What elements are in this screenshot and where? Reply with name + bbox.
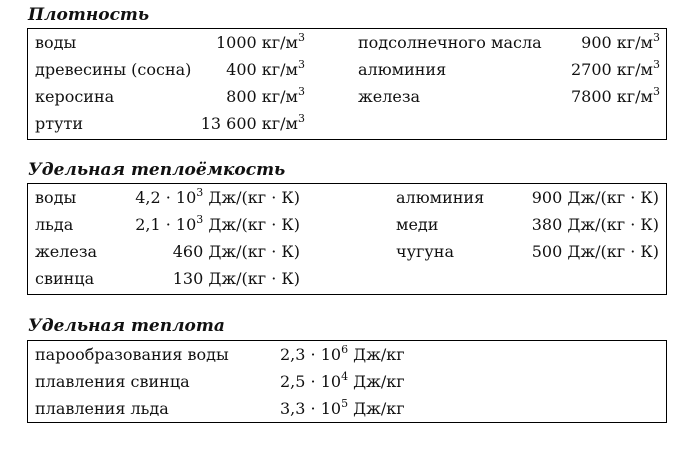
heat-capacity-label: воды bbox=[35, 188, 77, 207]
specific-heat-value: $2,3 \cdot 10^6$ Дж/кг bbox=[280, 343, 405, 364]
specific-heat-row-vaporization-water bbox=[35, 343, 635, 367]
specific-heat-row-melting-ice bbox=[35, 397, 635, 421]
heat-capacity-label: алюминия bbox=[396, 188, 485, 207]
heat-capacity-row-iron bbox=[35, 240, 300, 264]
density-value: 400 $кг/м^3$ bbox=[226, 58, 305, 79]
heat-capacity-label: чугуна bbox=[396, 242, 454, 261]
specific-heat-label: парообразования воды bbox=[35, 345, 229, 364]
heat-capacity-row-water bbox=[35, 186, 300, 210]
heat-capacity-row-ice bbox=[35, 213, 300, 237]
specific-heat-label: плавления льда bbox=[35, 399, 169, 418]
heat-capacity-row-copper bbox=[396, 213, 659, 237]
specific-heat-label: плавления свинца bbox=[35, 372, 190, 391]
heat-capacity-label: свинца bbox=[35, 269, 95, 288]
density-value: 13 600 $кг/м^3$ bbox=[200, 112, 305, 133]
heat-capacity-table bbox=[27, 183, 667, 295]
density-title: Плотность bbox=[28, 5, 150, 25]
density-value: 7800 $кг/м^3$ bbox=[570, 85, 660, 106]
density-value: 900 $кг/м^3$ bbox=[581, 31, 660, 52]
specific-heat-title: Удельная теплота bbox=[28, 316, 225, 336]
heat-capacity-value: 380 Дж/(кг · К) bbox=[531, 215, 659, 234]
heat-capacity-value: 130 Дж/(кг · К) bbox=[172, 269, 300, 288]
heat-capacity-value: $2,1 \cdot 10^3$ Дж/(кг · К) bbox=[135, 213, 300, 234]
heat-capacity-row-cast-iron bbox=[396, 240, 659, 264]
heat-capacity-value: 500 Дж/(кг · К) bbox=[531, 242, 659, 261]
density-value: 2700 $кг/м^3$ bbox=[570, 58, 660, 79]
heat-capacity-row-lead bbox=[35, 267, 300, 291]
heat-capacity-label: льда bbox=[35, 215, 74, 234]
density-value: 1000 $кг/м^3$ bbox=[215, 31, 305, 52]
density-label: подсолнечного масла bbox=[358, 33, 542, 52]
density-row-mercury bbox=[35, 112, 305, 136]
density-label: древесины (сосна) bbox=[35, 60, 192, 79]
density-value: 800 $кг/м^3$ bbox=[226, 85, 305, 106]
density-row-water bbox=[35, 31, 305, 55]
heat-capacity-value: $4,2 \cdot 10^3$ Дж/(кг · К) bbox=[135, 186, 300, 207]
heat-capacity-value: 460 Дж/(кг · К) bbox=[172, 242, 300, 261]
density-label: железа bbox=[358, 87, 421, 106]
heat-capacity-label: меди bbox=[396, 215, 439, 234]
specific-heat-value: $2,5 \cdot 10^4$ Дж/кг bbox=[280, 370, 405, 391]
density-row-sunflower-oil bbox=[358, 31, 660, 55]
density-label: ртути bbox=[35, 114, 84, 133]
specific-heat-value: $3,3 \cdot 10^5$ Дж/кг bbox=[280, 397, 405, 418]
density-row-kerosene bbox=[35, 85, 305, 109]
density-table bbox=[27, 28, 667, 140]
density-label: воды bbox=[35, 33, 77, 52]
density-row-iron bbox=[358, 85, 660, 109]
heat-capacity-label: железа bbox=[35, 242, 98, 261]
heat-capacity-value: 900 Дж/(кг · К) bbox=[531, 188, 659, 207]
density-label: алюминия bbox=[358, 60, 447, 79]
density-row-aluminium bbox=[358, 58, 660, 82]
specific-heat-table bbox=[27, 340, 667, 423]
density-row-pine bbox=[35, 58, 305, 82]
density-label: керосина bbox=[35, 87, 115, 106]
heat-capacity-title: Удельная теплоёмкость bbox=[28, 160, 286, 180]
heat-capacity-row-aluminium bbox=[396, 186, 659, 210]
specific-heat-row-melting-lead bbox=[35, 370, 635, 394]
